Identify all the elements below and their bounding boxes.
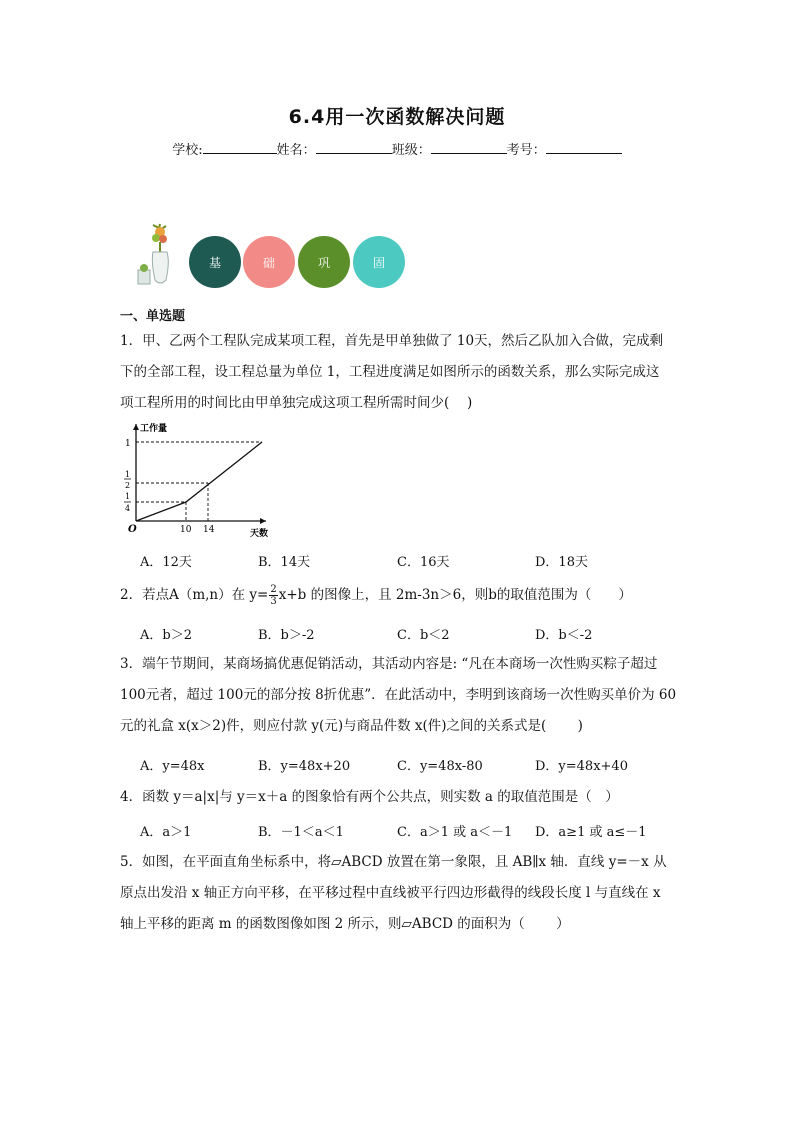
graph-y-tick-quarter-num: 1	[125, 492, 131, 501]
number-blank[interactable]	[546, 141, 622, 154]
question-4-text	[120, 782, 680, 813]
page-title: 6.4用一次函数解决问题	[288, 106, 506, 128]
number-label: 考号：	[506, 143, 546, 158]
q1-option-c[interactable]: C．16天	[397, 555, 450, 570]
plant-vase-icon	[136, 222, 184, 288]
question-3-line-2: 100元者，超过 100元的部分按 8折优惠”．在此活动中，李明到该商场一次性购买单价为 60	[120, 687, 677, 703]
q2-option-d[interactable]: D．b＜-2	[535, 628, 593, 643]
q1-option-b[interactable]: B．14天	[258, 555, 311, 570]
q2-option-c[interactable]: C．b＜2	[397, 628, 450, 643]
class-blank[interactable]	[431, 141, 507, 154]
question-1-line-1: 1．甲、乙两个工程队完成某项工程，首先是甲单独做了 10天，然后乙队加入合做，完成剩	[120, 333, 664, 349]
student-info-line	[0, 139, 794, 158]
graph-y-tick-quarter-den: 4	[125, 504, 131, 513]
question-1-text	[120, 326, 680, 419]
q4-option-c[interactable]: C．a＞1 或 a＜－1	[397, 825, 513, 840]
name-label: 姓名：	[276, 143, 316, 158]
graph-y-tick-half-den: 2	[125, 481, 131, 490]
question-4-line-1: 4．函数 y＝a|x|与 y＝x＋a 的图象恰有两个公共点，则实数 a 的取值范围是（ ）	[120, 789, 619, 805]
graph-x-tick-10: 10	[180, 525, 192, 535]
q3-option-c[interactable]: C．y=48x-80	[397, 759, 483, 774]
badge-gong: 巩	[298, 236, 350, 288]
question-2-text: 2．若点A（m,n）在 y= $\frac{2}{3}$ x+b 的图像上，且 2m-3n＞6，则b的取值范围为（ ）	[120, 584, 632, 607]
graph-xlabel: 天数	[250, 529, 269, 539]
question-5-line-1: 5．如图，在平面直角坐标系中，将▱ABCD 放置在第一象限，且 AB∥x 轴．直线 y=－x 从	[120, 854, 667, 870]
q3-option-b[interactable]: B．y=48x+20	[258, 759, 351, 774]
q2-option-b[interactable]: B．b＞-2	[258, 628, 315, 643]
q3-option-d[interactable]: D．y=48x+40	[535, 759, 628, 774]
graph-y-tick-half-num: 1	[125, 470, 131, 479]
question-3-text	[120, 649, 680, 742]
q4-option-a[interactable]: A．a＞1	[140, 825, 192, 840]
question-1-line-2: 下的全部工程，设工程总量为单位 1，工程进度满足如图所示的函数关系，那么实际完成这	[120, 364, 660, 380]
graph-ylabel: 工作量	[140, 424, 168, 434]
q1-option-a[interactable]: A．12天	[140, 555, 192, 570]
section-heading: 一、单选题	[120, 309, 186, 324]
graph-y-tick-1: 1	[125, 439, 131, 449]
q1-option-d[interactable]: D．18天	[535, 555, 588, 570]
school-blank[interactable]	[203, 141, 277, 154]
graph-x-tick-14: 14	[203, 525, 215, 535]
question-5-line-3: 轴上平移的距离 m 的函数图像如图 2 所示，则▱ABCD 的面积为（ ）	[120, 916, 570, 932]
graph-origin: O	[128, 524, 137, 535]
badge-gu: 固	[353, 236, 405, 288]
q2-option-a[interactable]: A．b＞2	[140, 628, 192, 643]
question-3-line-3: 元的礼盒 x(x＞2)件，则应付款 y(元)与商品件数 x(件)之间的关系式是( )	[120, 718, 583, 734]
badge-chu: 础	[243, 236, 295, 288]
name-blank[interactable]	[316, 141, 392, 154]
question-5-line-2: 原点出发沿 x 轴正方向平移，在平移过程中直线被平行四边形截得的线段长度 l 与直线在 x	[120, 885, 661, 901]
school-label: 学校:	[172, 143, 203, 158]
q4-option-d[interactable]: D．a≥1 或 a≤－1	[535, 825, 647, 840]
question-5-text	[120, 847, 680, 940]
q4-option-b[interactable]: B．－1＜a＜1	[258, 825, 344, 840]
question-1-line-3: 项工程所用的时间比由甲单独完成这项工程所需时间少( )	[120, 395, 473, 411]
question-1-graph	[116, 418, 286, 542]
question-3-line-1: 3．端午节期间，某商场搞优惠促销活动，其活动内容是: “凡在本商场一次性购买粽子超过	[120, 656, 658, 672]
class-label: 班级：	[391, 143, 431, 158]
badge-ji: 基	[189, 236, 241, 288]
q2-fraction: $\frac{2}{3}$	[270, 584, 277, 607]
q3-option-a[interactable]: A．y=48x	[140, 759, 205, 774]
